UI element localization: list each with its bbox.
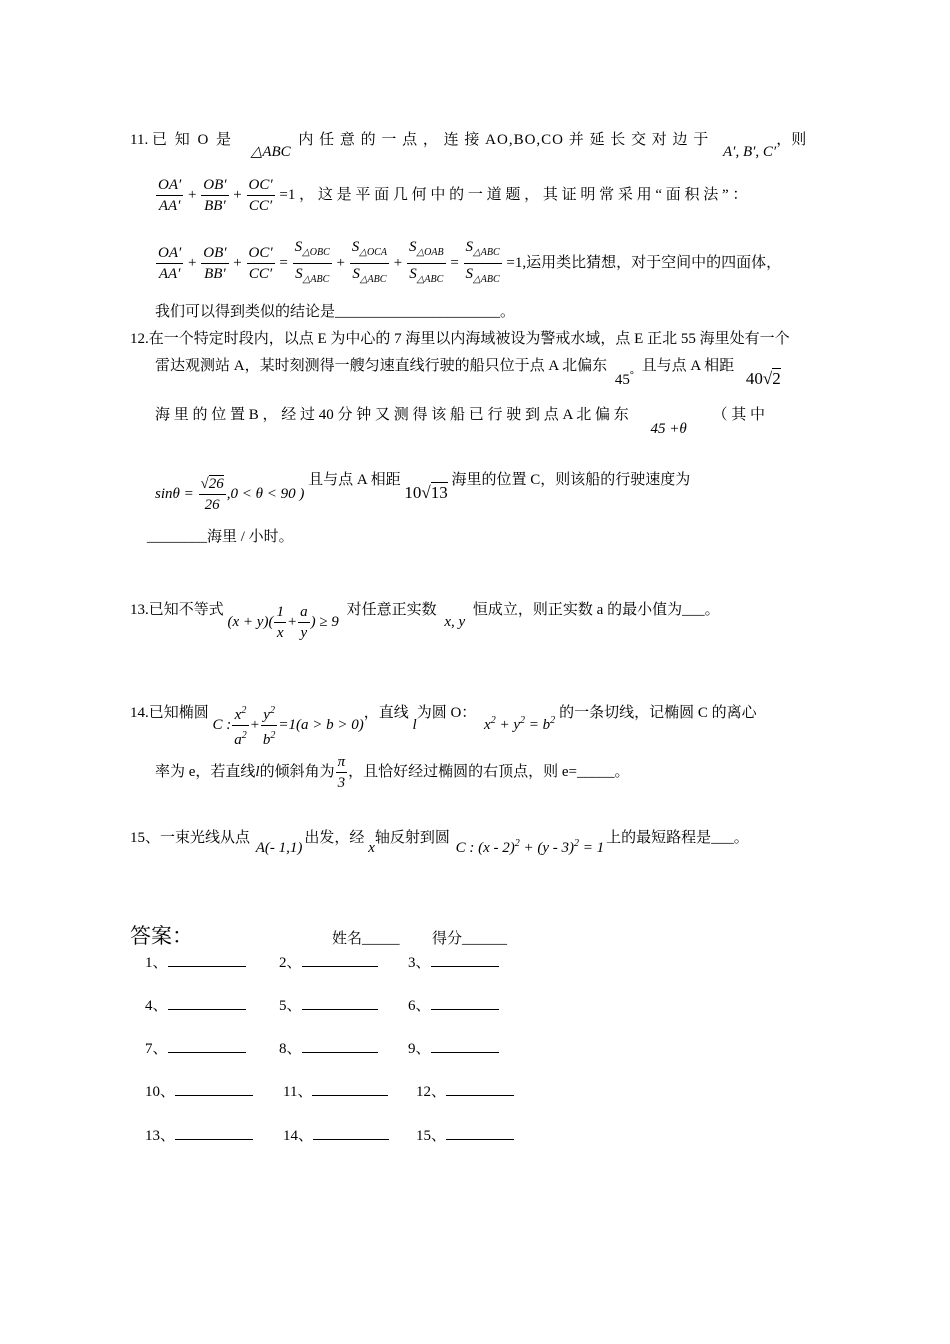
answer-blank-3[interactable]: [431, 966, 499, 967]
q11-text-5: ,运用类比猜想，对于空间中的四面体，: [522, 254, 782, 271]
answer-row-4: 10、: [145, 1080, 253, 1101]
q11-text-2: 内 任 意 的 一 点 ， 连 接 AO,BO,CO 并 延 长 交 对 边 于: [298, 132, 710, 148]
q12-distance-1: 40√2: [745, 369, 781, 388]
q12-line2: 雷达观测站 A，某时刻测得一艘匀速直线行驶的船只位于点 A 北偏东 45° 且与点 A 相距 40√2: [155, 358, 781, 388]
answer-blank-4[interactable]: [168, 1009, 246, 1010]
answer-row-1: 1、: [145, 951, 246, 972]
q12-angle-2: 45 +θ: [650, 421, 687, 437]
q12-sin-expression: sinθ = $\frac{√26}{26}$ ,0 < θ < 90 ): [155, 476, 305, 513]
answer-blank-1[interactable]: [168, 966, 246, 967]
q11-frac-oa: $\frac{OA'}{AA'}$: [158, 177, 182, 214]
q12-line4: sinθ = $\frac{√26}{26}$ ,0 < θ < 90 ) 且与点 A 相距 10√13 海里的位置 C，则该船的行驶速度为: [155, 471, 691, 513]
q11-area-obc: $\frac{S_{\triangle OBC}}{S_{\triangle ABC}}$: [294, 239, 330, 285]
q11-area-abc: $\frac{S_{\triangle ABC}}{S_{\triangle ABC}}$: [465, 239, 500, 285]
name-field: [332, 927, 400, 948]
q11-triangle-abc: △ABC: [250, 144, 291, 160]
answer-row-2b: 5、: [279, 994, 378, 1015]
q11-number: 11.: [130, 132, 149, 148]
q11-line3: $\frac{OA'}{AA'}$ + $\frac{OB'}{BB'}$ + $\frac{OC'}{CC'}$ = $\frac{S_{\triangle OBC}}{S_{\triangle ABC}}$ + $\frac{S_{\triangle OCA}}{S_{\triangle ABC}}$ + $\frac{S_{\triangle OAB}}{S_{\triangle ABC}}$ = $\frac{S_{\triangle ABC}}{S_{\triangle ABC}}$ =1,运用类比猜想，对于空间中的四面体，: [155, 237, 781, 290]
q11-area-oca: $\frac{S_{\triangle OCA}}{S_{\triangle ABC}}$: [351, 239, 387, 285]
answer-row-3: 7、: [145, 1037, 246, 1058]
answer-row-1c: 3、: [408, 951, 499, 972]
answer-row-4c: 12、: [416, 1080, 514, 1101]
name-blank[interactable]: _____: [362, 931, 400, 947]
answer-row-5c: 15、: [416, 1124, 514, 1145]
q11-primes: A′, B′, C′: [723, 144, 777, 160]
score-blank[interactable]: ______: [462, 931, 508, 947]
q14-line2: 率为 e，若直线l的倾斜角为 $\frac{\pi}{3}$ ，且恰好经过椭圆的右顶点，则 e=_____。: [155, 754, 630, 791]
answer-title: 答案：: [130, 924, 193, 948]
q12-distance-2: 10√13: [404, 482, 448, 502]
q11-area-oab: $\frac{S_{\triangle OAB}}{S_{\triangle ABC}}$: [408, 239, 444, 285]
answer-row-5b: 14、: [283, 1124, 389, 1145]
q13-answer-blank[interactable]: ___: [682, 601, 705, 618]
answer-row-3c: 9、: [408, 1037, 499, 1058]
answer-blank-2[interactable]: [302, 966, 378, 967]
answer-row-1b: 2、: [279, 951, 378, 972]
answer-blank-7[interactable]: [168, 1052, 246, 1053]
q11-line4: 我们可以得到类似的结论是______________________。: [155, 304, 516, 320]
q11-line1: [130, 128, 807, 160]
q11-line2: $\frac{OA'}{AA'}$ + $\frac{OB'}{BB'}$ + $\frac{OC'}{CC'}$ =1 ， 这 是 平 面 几 何 中 的 一 道 题 ， 其 证 明 常 采 用 “ 面 积 法 ” ：: [158, 177, 748, 214]
q12-line5: ________海里 / 小时。: [147, 529, 294, 545]
q11-text-6: 我们可以得到类似的结论是: [155, 304, 336, 320]
q15-circle: C : (x - 2)$^2$ + (y - 3)$^2$ = 1: [455, 838, 605, 856]
name-label: 姓名: [332, 931, 363, 947]
answer-blank-9[interactable]: [431, 1052, 499, 1053]
answer-blank-8[interactable]: [302, 1052, 378, 1053]
q11-text-1: 已 知 O 是: [151, 132, 234, 148]
answer-row-4b: 11、: [283, 1080, 388, 1101]
q15-answer-blank[interactable]: ___: [711, 830, 734, 846]
answer-blank-10[interactable]: [175, 1095, 253, 1096]
answer-blank-14[interactable]: [313, 1139, 389, 1140]
answer-row-2: 4、: [145, 994, 246, 1015]
q14-angle: $\frac{\pi}{3}$: [337, 754, 346, 791]
q11-frac-oc: $\frac{OC'}{CC'}$: [248, 177, 273, 214]
q12-line3: 海 里 的 位 置 B ， 经 过 40 分 钟 又 测 得 该 船 已 行 驶 到 点 A 北 偏 东 45 +θ （ 其 中: [155, 407, 766, 437]
score-label: 得分: [432, 931, 463, 947]
answer-blank-11[interactable]: [312, 1095, 388, 1096]
q13-line: 13.已知不等式 (x + y)( $\frac{1}{x}$ + $\frac{a}{y}$ ) ≥ 9 对任意正实数 x, y 恒成立，则正实数 a 的最小值为___。: [130, 601, 720, 641]
q11-text-3: ，则: [776, 132, 807, 148]
q15-line: 15、一束光线从点 A(- 1,1)出发，经 x轴反射到圆 C : (x - 2)$^2$ + (y - 3)$^2$ = 1上的最短路程是___。: [130, 830, 749, 856]
answer-blank-6[interactable]: [431, 1009, 499, 1010]
answer-blank-12[interactable]: [446, 1095, 514, 1096]
q11-text-4: =1 ， 这 是 平 面 几 何 中 的 一 道 题 ， 其 证 明 常 采 用 “ 面 积 法 ” ：: [279, 186, 748, 203]
q12-line1: 12.在一个特定时段内，以点 E 为中心的 7 海里以内海域被设为警戒水域，点 E 正北 55 海里处有一个: [130, 331, 790, 347]
q12-angle-1: 45°: [614, 370, 634, 388]
q11-frac-ob: $\frac{OB'}{BB'}$: [203, 177, 227, 214]
q14-ellipse: C : $\frac{x^2}{a^2}$ + $\frac{y^2}{b^2}$ =1(a > b > 0): [213, 717, 364, 733]
q14-answer-blank[interactable]: _____: [577, 763, 615, 780]
q14-circle: $x^2 + y^2 = b^2$: [484, 714, 556, 733]
q13-inequality: (x + y)( $\frac{1}{x}$ + $\frac{a}{y}$ ) ≥ 9: [227, 604, 339, 641]
score-field: [432, 927, 507, 948]
answer-blank-15[interactable]: [446, 1139, 514, 1140]
answer-row-3b: 8、: [279, 1037, 378, 1058]
q11-answer-blank[interactable]: ______________________: [335, 304, 501, 320]
answer-blank-5[interactable]: [302, 1009, 378, 1010]
answer-row-2c: 6、: [408, 994, 499, 1015]
q14-line1: 14.已知椭圆 C : $\frac{x^2}{a^2}$ + $\frac{y^2}{b^2}$ =1(a > b > 0)，直线 l为圆 O： $x^2 + y^2 = b^2$ 的一条切线，记椭圆 C 的离心: [130, 689, 757, 738]
answer-row-5: 13、: [145, 1124, 253, 1145]
answer-blank-13[interactable]: [175, 1139, 253, 1140]
